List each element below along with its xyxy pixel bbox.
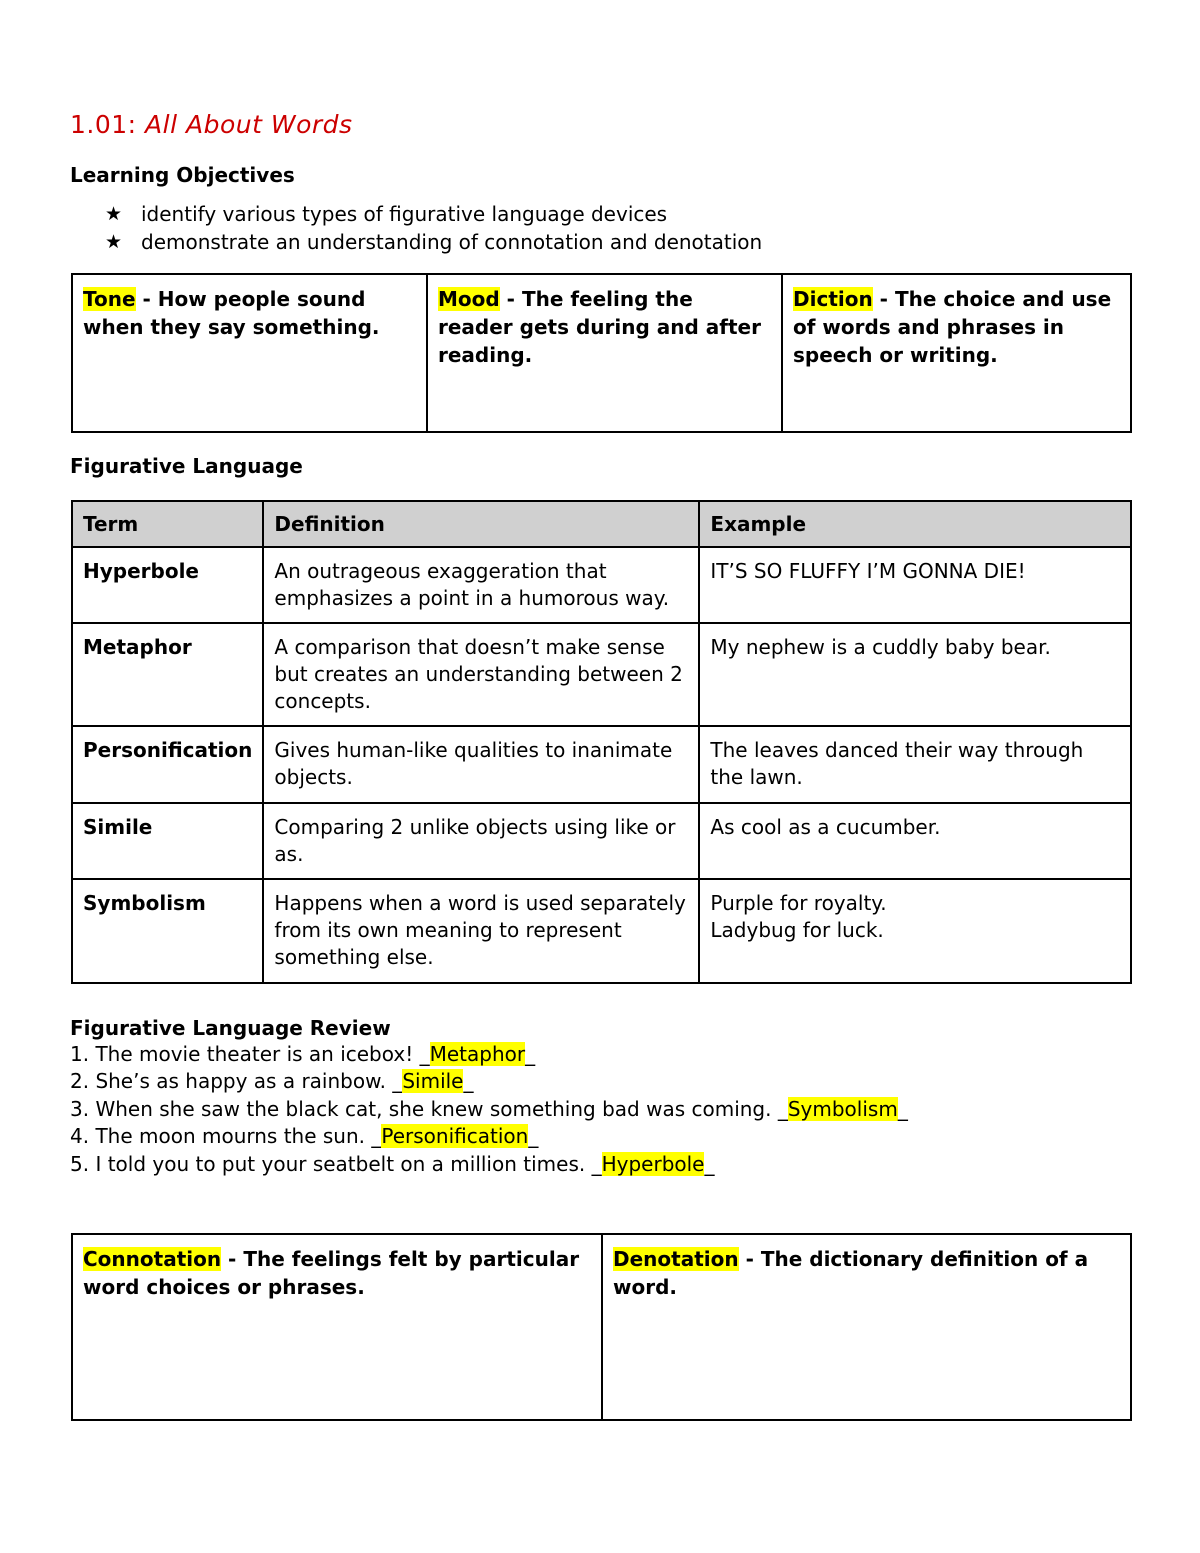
separator: -: [499, 287, 522, 311]
term-cell: Personification: [72, 726, 263, 803]
term-highlight: Mood: [438, 287, 500, 311]
definition-cell-diction: [782, 274, 1131, 432]
example-line: Purple for royalty.: [710, 891, 887, 915]
page-title: [70, 110, 353, 139]
answer-underscore: _: [528, 1124, 539, 1149]
answer-underscore: _: [704, 1151, 715, 1176]
answer-underscore: _: [525, 1041, 536, 1066]
list-item: [105, 200, 762, 228]
list-item: [105, 228, 762, 256]
list-item: [70, 1068, 908, 1096]
definition-cell: Happens when a word is used separately from its own meaning to represent something else.: [263, 879, 699, 983]
term-highlight: Tone: [83, 287, 136, 311]
term-cell: Hyperbole: [72, 547, 263, 623]
star-bullet-icon: ★: [105, 203, 123, 225]
column-header: Example: [699, 501, 1131, 547]
learning-objectives-heading: Learning Objectives: [70, 163, 295, 187]
answer-highlight: Symbolism: [787, 1096, 898, 1121]
example-cell: As cool as a cucumber.: [699, 803, 1131, 879]
answer-highlight: Personification: [381, 1124, 529, 1149]
separator: -: [221, 1247, 244, 1271]
objective-text: identify various types of figurative language devices: [141, 202, 668, 226]
question-text: 2. She’s as happy as a rainbow. _: [70, 1069, 403, 1094]
figurative-language-table: [71, 500, 1132, 984]
example-cell: My nephew is a cuddly baby bear.: [699, 623, 1131, 726]
list-item: [70, 1095, 908, 1123]
answer-underscore: _: [897, 1096, 908, 1121]
answer-underscore: _: [463, 1069, 474, 1094]
table-row: [72, 547, 1131, 623]
term-highlight: Denotation: [613, 1247, 739, 1271]
table-row: [72, 726, 1131, 803]
definition-cell: An outrageous exaggeration that emphasizes a point in a humorous way.: [263, 547, 699, 623]
table-row: [72, 803, 1131, 879]
example-line: Ladybug for luck.: [710, 918, 884, 942]
term-cell: Simile: [72, 803, 263, 879]
separator: -: [738, 1247, 761, 1271]
figurative-language-heading: Figurative Language: [70, 454, 303, 478]
definition-text: The choice and use of words and phrases in speech or writing.: [793, 287, 1112, 367]
title-text: All About Words: [145, 110, 353, 139]
term-highlight: Diction: [793, 287, 873, 311]
connotation-denotation-table: [71, 1233, 1132, 1421]
objective-text: demonstrate an understanding of connotation and denotation: [141, 230, 763, 254]
term-cell: Symbolism: [72, 879, 263, 983]
answer-highlight: Metaphor: [429, 1041, 526, 1066]
tone-mood-diction-table: [71, 273, 1132, 433]
term-highlight: Connotation: [83, 1247, 222, 1271]
example-cell: IT’S SO FLUFFY I’M GONNA DIE!: [699, 547, 1131, 623]
list-item: [70, 1123, 908, 1151]
definition-text: The dictionary definition of a word.: [613, 1247, 1089, 1299]
answer-highlight: Hyperbole: [601, 1151, 705, 1176]
definition-text: The feelings felt by particular word choices or phrases.: [83, 1247, 580, 1299]
star-bullet-icon: ★: [105, 231, 123, 253]
review-heading: Figurative Language Review: [70, 1016, 391, 1040]
definition-cell-tone: [72, 274, 427, 432]
definition-cell-denotation: [602, 1234, 1131, 1420]
term-cell: Metaphor: [72, 623, 263, 726]
answer-highlight: Simile: [402, 1069, 464, 1094]
column-header: Definition: [263, 501, 699, 547]
definition-cell: Comparing 2 unlike objects using like or as.: [263, 803, 699, 879]
table-row: [72, 623, 1131, 726]
separator: -: [135, 287, 158, 311]
list-item: [70, 1040, 908, 1068]
definition-cell: A comparison that doesn’t make sense but creates an understanding between 2 concepts.: [263, 623, 699, 726]
question-text: 4. The moon mourns the sun. _: [70, 1124, 382, 1149]
objectives-list: [105, 200, 762, 256]
definition-cell-mood: [427, 274, 782, 432]
question-text: 1. The movie theater is an icebox! _: [70, 1041, 430, 1066]
separator: -: [872, 287, 895, 311]
list-item: [70, 1150, 908, 1178]
review-list: [70, 1040, 908, 1178]
example-cell: [699, 879, 1131, 983]
column-header: Term: [72, 501, 263, 547]
definition-text: How people sound when they say something.: [83, 287, 380, 339]
table-row: [72, 879, 1131, 983]
definition-text: The feeling the reader gets during and after reading.: [438, 287, 761, 367]
definition-cell-connotation: [72, 1234, 602, 1420]
table-header-row: [72, 501, 1131, 547]
title-number: 1.01:: [70, 110, 137, 139]
question-text: 5. I told you to put your seatbelt on a million times. _: [70, 1151, 602, 1176]
example-cell: The leaves danced their way through the lawn.: [699, 726, 1131, 803]
question-text: 3. When she saw the black cat, she knew something bad was coming. _: [70, 1096, 788, 1121]
definition-cell: Gives human-like qualities to inanimate objects.: [263, 726, 699, 803]
